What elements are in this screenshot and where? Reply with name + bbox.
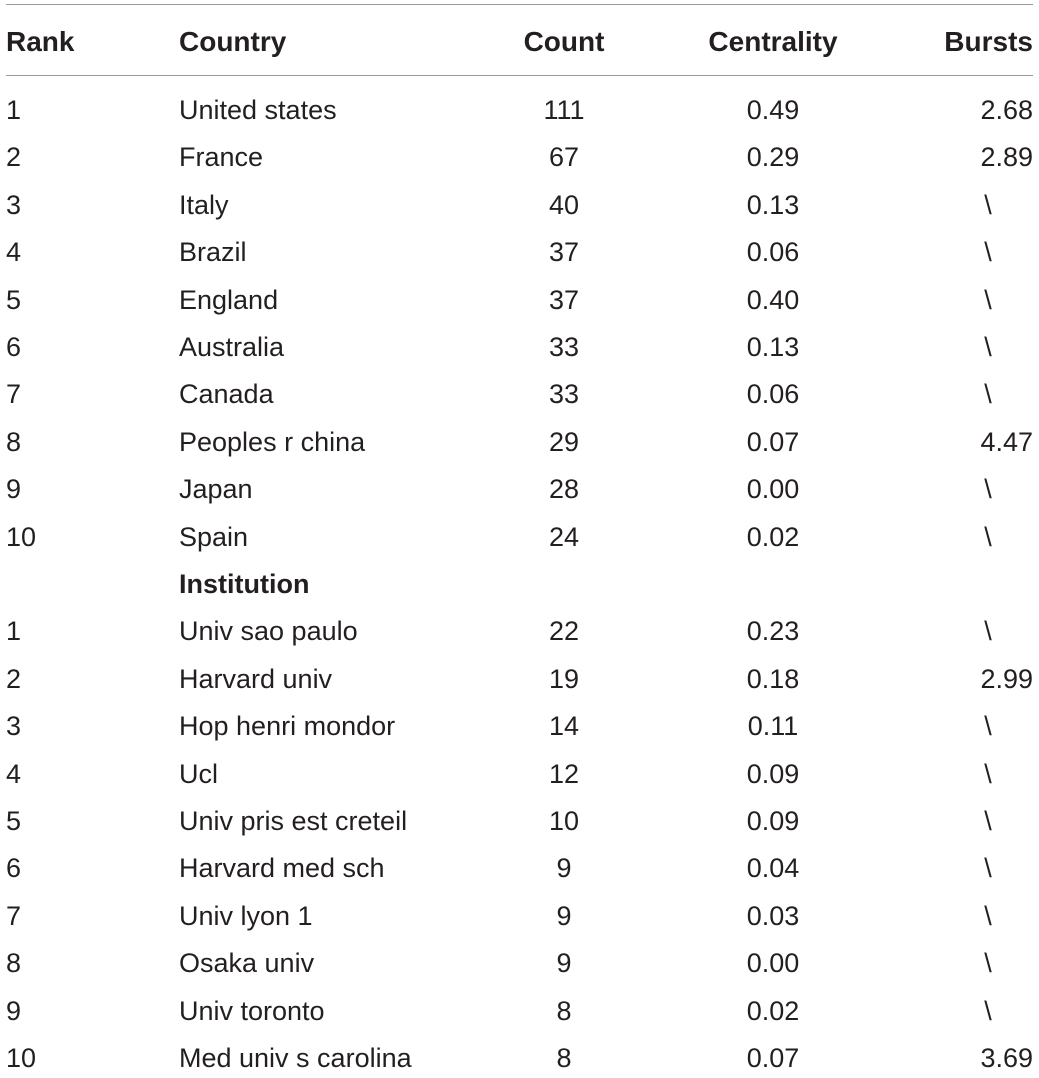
cell-bursts: \ bbox=[984, 379, 992, 410]
cell-bursts: \ bbox=[984, 521, 992, 552]
cell-bursts: 2.99 bbox=[980, 663, 1033, 694]
cell-centrality: 0.02 bbox=[746, 995, 800, 1026]
cell-name: Univ lyon 1 bbox=[179, 900, 313, 931]
cell-rank: 7 bbox=[6, 900, 22, 931]
table-row bbox=[6, 90, 1033, 130]
cell-count: 37 bbox=[548, 284, 580, 315]
table-row bbox=[6, 422, 1033, 462]
table-row bbox=[6, 848, 1033, 888]
cell-rank: 7 bbox=[6, 379, 22, 410]
cell-name: United states bbox=[179, 95, 337, 125]
cell-centrality: 0.06 bbox=[746, 379, 800, 410]
header-bottom-rule bbox=[6, 75, 1033, 76]
cell-name: Australia bbox=[179, 332, 285, 362]
cell-name: Canada bbox=[179, 379, 274, 410]
cell-centrality: 0.09 bbox=[746, 758, 800, 789]
cell-count: 40 bbox=[548, 189, 580, 220]
table-row bbox=[6, 517, 1033, 557]
cell-name: Univ toronto bbox=[179, 995, 325, 1026]
cell-name: Hop henri mondor bbox=[179, 711, 396, 742]
cell-centrality: 0.06 bbox=[746, 237, 800, 268]
cell-rank: 3 bbox=[6, 189, 22, 220]
cell-count: 37 bbox=[548, 237, 580, 268]
cell-centrality: 0.07 bbox=[746, 426, 800, 457]
cell-rank: 1 bbox=[6, 95, 22, 125]
cell-count: 67 bbox=[548, 142, 580, 173]
cell-name: Med univ s carolina bbox=[179, 1043, 412, 1073]
cell-count: 28 bbox=[548, 474, 580, 505]
cell-bursts: \ bbox=[984, 332, 992, 362]
cell-name: Univ sao paulo bbox=[179, 616, 358, 647]
cell-bursts: \ bbox=[984, 474, 992, 505]
cell-bursts: \ bbox=[984, 284, 992, 315]
cell-name: Japan bbox=[179, 474, 253, 505]
cell-bursts: 2.89 bbox=[980, 142, 1033, 173]
cell-centrality: 0.23 bbox=[746, 616, 800, 647]
cell-count: 19 bbox=[548, 663, 580, 694]
cell-rank: 6 bbox=[6, 853, 22, 884]
cell-bursts: \ bbox=[984, 711, 992, 742]
cell-bursts: 3.69 bbox=[980, 1043, 1033, 1073]
cell-count: 24 bbox=[548, 521, 580, 552]
table-row bbox=[6, 896, 1033, 936]
cell-rank: 8 bbox=[6, 948, 22, 979]
cell-bursts: \ bbox=[984, 237, 992, 268]
cell-rank: 4 bbox=[6, 758, 22, 789]
table-row bbox=[6, 327, 1033, 367]
cell-count: 8 bbox=[556, 1043, 572, 1073]
cell-count: 10 bbox=[548, 806, 580, 836]
cell-rank: 2 bbox=[6, 142, 22, 173]
cell-count: 33 bbox=[548, 332, 580, 362]
cell-bursts: \ bbox=[984, 995, 992, 1026]
header-bursts: Bursts bbox=[944, 26, 1033, 57]
cell-rank: 10 bbox=[6, 1043, 37, 1073]
cell-bursts: \ bbox=[984, 948, 992, 979]
cell-count: 9 bbox=[556, 853, 572, 884]
cell-rank: 5 bbox=[6, 806, 22, 836]
cell-name: England bbox=[179, 284, 279, 315]
header-rank: Rank bbox=[6, 26, 75, 57]
cell-rank: 5 bbox=[6, 284, 22, 315]
table-row bbox=[6, 611, 1033, 651]
table-row bbox=[6, 1038, 1033, 1078]
table-row bbox=[6, 943, 1033, 983]
cell-rank: 10 bbox=[6, 521, 37, 552]
cell-centrality: 0.02 bbox=[746, 521, 800, 552]
cell-rank: 4 bbox=[6, 237, 22, 268]
cell-bursts: \ bbox=[984, 758, 992, 789]
table-top-rule bbox=[6, 4, 1033, 5]
header-country: Country bbox=[179, 26, 287, 57]
cell-count: 22 bbox=[548, 616, 580, 647]
cell-name: Spain bbox=[179, 521, 249, 552]
table-row bbox=[6, 137, 1033, 177]
table-row bbox=[6, 659, 1033, 699]
cell-rank: 9 bbox=[6, 474, 22, 505]
cell-centrality: 0.00 bbox=[746, 474, 800, 505]
cell-centrality: 0.11 bbox=[747, 711, 799, 742]
cell-centrality: 0.40 bbox=[746, 284, 800, 315]
cell-centrality: 0.18 bbox=[746, 663, 800, 694]
cell-bursts: 2.68 bbox=[980, 95, 1033, 125]
table-row bbox=[6, 991, 1033, 1031]
cell-name: Harvard med sch bbox=[179, 853, 385, 884]
cell-name: Ucl bbox=[179, 758, 218, 789]
table-row bbox=[6, 754, 1033, 794]
cell-name: Osaka univ bbox=[179, 948, 315, 979]
header-count: Count bbox=[523, 26, 605, 57]
table-row bbox=[6, 706, 1033, 746]
table-row bbox=[6, 801, 1033, 841]
cell-bursts: \ bbox=[984, 189, 992, 220]
cell-rank: 9 bbox=[6, 995, 22, 1026]
cell-centrality: 0.04 bbox=[746, 853, 800, 884]
table-row bbox=[6, 232, 1033, 272]
cell-count: 12 bbox=[548, 758, 580, 789]
cell-bursts: \ bbox=[984, 806, 992, 836]
cell-rank: 8 bbox=[6, 426, 22, 457]
table-row bbox=[6, 374, 1033, 414]
table-row bbox=[6, 280, 1033, 320]
cell-centrality: 0.13 bbox=[746, 332, 800, 362]
cell-name: Harvard univ bbox=[179, 663, 333, 694]
table-row bbox=[6, 469, 1033, 509]
cell-name: Brazil bbox=[179, 237, 247, 268]
cell-count: 111 bbox=[543, 95, 585, 125]
cell-name: Peoples r china bbox=[179, 426, 366, 457]
cell-bursts: \ bbox=[984, 900, 992, 931]
cell-centrality: 0.03 bbox=[746, 900, 800, 931]
cell-bursts: \ bbox=[984, 616, 992, 647]
cell-name: Univ pris est creteil bbox=[179, 806, 408, 836]
cell-count: 14 bbox=[548, 711, 580, 742]
cell-rank: 6 bbox=[6, 332, 22, 362]
cell-centrality: 0.13 bbox=[746, 189, 800, 220]
cell-count: 9 bbox=[556, 900, 572, 931]
cell-rank: 2 bbox=[6, 663, 22, 694]
cell-name: France bbox=[179, 142, 264, 173]
cell-bursts: \ bbox=[984, 853, 992, 884]
cell-centrality: 0.29 bbox=[746, 142, 800, 173]
cell-centrality: 0.49 bbox=[746, 95, 800, 125]
cell-bursts: 4.47 bbox=[980, 426, 1033, 457]
section-label-institution: Institution bbox=[179, 569, 310, 599]
cell-rank: 1 bbox=[6, 616, 22, 647]
cell-name: Italy bbox=[179, 189, 229, 220]
table-row bbox=[6, 185, 1033, 225]
cell-count: 9 bbox=[556, 948, 572, 979]
cell-count: 33 bbox=[548, 379, 580, 410]
cell-count: 8 bbox=[556, 995, 572, 1026]
header-centrality: Centrality bbox=[708, 26, 838, 57]
cell-centrality: 0.09 bbox=[746, 806, 800, 836]
cell-rank: 3 bbox=[6, 711, 22, 742]
cell-centrality: 0.07 bbox=[746, 1043, 800, 1073]
cell-centrality: 0.00 bbox=[746, 948, 800, 979]
cell-count: 29 bbox=[548, 426, 580, 457]
table-header bbox=[6, 22, 1033, 62]
